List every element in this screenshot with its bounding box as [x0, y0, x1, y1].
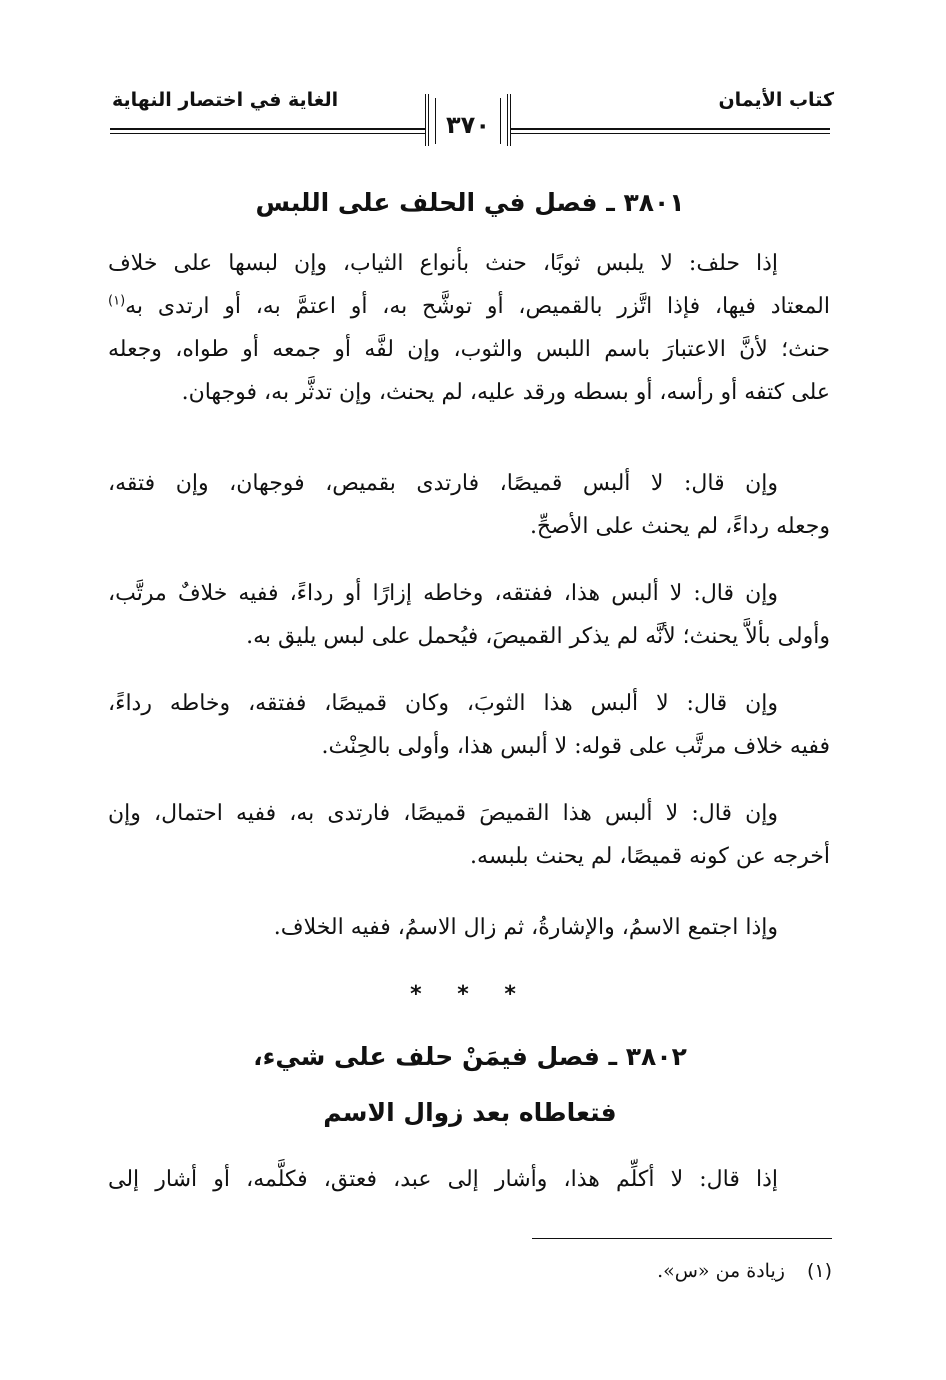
text-line-content: المعتاد فيها، فإذا اتَّزر بالقميص، أو توشَّح به، أو اعتمَّ به، أو ارتدى به	[125, 294, 830, 319]
text-line: إذا قال: لا أكلِّم هذا، وأشار إلى عبد، فعتق، فكلَّمه، أو أشار إلى	[108, 1167, 778, 1192]
page-number: ٣٧٠	[446, 111, 490, 139]
text-line-with-footnote	[108, 285, 830, 328]
paragraph	[108, 906, 830, 949]
section-heading-continued: فتعاطاه بعد زوال الاسم	[323, 1098, 617, 1127]
text-line: وإن قال: لا ألبس هذا، ففتقه، وخاطه إزارًا أو رداءً، ففيه خلافٌ مرتَّب،	[108, 581, 778, 606]
section-separator: * * *	[410, 982, 530, 1007]
footnote-text: زيادة من «س».	[657, 1260, 785, 1282]
text-line: وإن قال: لا ألبس هذا الثوبَ، وكان قميصًا، ففتقه، وخاطه رداءً،	[108, 691, 778, 716]
text-line: وأولى بألاَّ يحنث؛ لأنَّه لم يذكر القميصَ، فيُحمل على لبس يليق به.	[246, 624, 830, 649]
section-heading: ٣٨٠٢ ـ فصل فيمَنْ حلف على شيء،	[253, 1042, 687, 1071]
paragraph	[108, 242, 830, 414]
footnote-rule	[532, 1238, 832, 1239]
footnote-number: (١)	[806, 1260, 832, 1282]
text-line: ففيه خلاف مرتَّب على قوله: لا ألبس هذا، وأولى بالحِنْث.	[321, 734, 830, 759]
text-line: على كتفه أو رأسه، أو بسطه ورقد عليه، لم يحنث، وإن تدثَّر به، فوجهان.	[181, 380, 830, 405]
chapter-title: كتاب الأيمان	[718, 89, 834, 111]
text-line: أخرجه عن كونه قميصًا، لم يحنث بلبسه.	[470, 844, 830, 869]
text-line: حنث؛ لأنَّ الاعتبارَ باسم اللبس والثوب، وإن لفَّه أو جمعه أو طواه، وجعله	[108, 337, 830, 362]
text-line: وإن قال: لا ألبس هذا القميصَ قميصًا، فارتدى به، ففيه احتمال، وإن	[108, 801, 778, 826]
book-title: الغاية في اختصار النهاية	[112, 89, 339, 111]
paragraph	[108, 1158, 830, 1201]
paragraph	[108, 792, 830, 878]
page-number-frame	[425, 94, 511, 146]
footnote-reference[interactable]: (١)	[108, 293, 126, 309]
paragraph	[108, 572, 830, 658]
section-heading: ٣٨٠١ ـ فصل في الحلف على اللبس	[255, 188, 685, 217]
text-line: وإن قال: لا ألبس قميصًا، فارتدى بقميص، فوجهان، وإن فتقه،	[108, 471, 778, 496]
paragraph	[108, 462, 830, 548]
text-line: وإذا اجتمع الاسمُ، والإشارةُ، ثم زال الاسمُ، ففيه الخلاف.	[273, 915, 778, 940]
footnote	[657, 1258, 832, 1284]
paragraph	[108, 682, 830, 768]
text-line: إذا حلف: لا يلبس ثوبًا، حنث بأنواع الثياب، وإن لبسها على خلاف	[108, 251, 778, 276]
text-line: وجعله رداءً، لم يحنث على الأصحِّ.	[529, 514, 830, 539]
